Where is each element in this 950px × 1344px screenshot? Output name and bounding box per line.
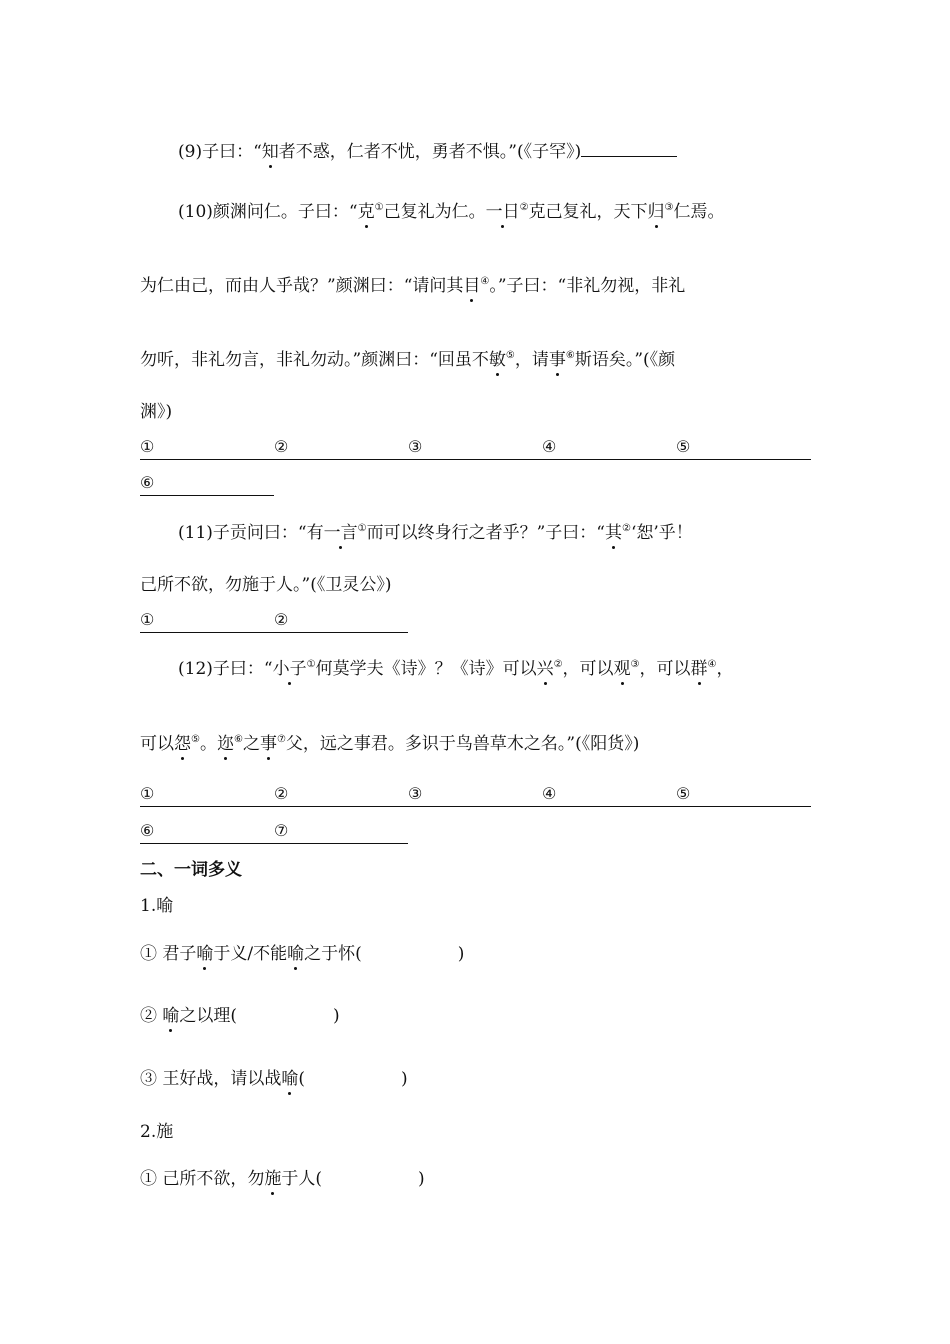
dotted-char: 一言 xyxy=(323,523,358,543)
blank-label: ① xyxy=(140,437,155,456)
dotted-char: 目 xyxy=(463,276,481,296)
blank-label: ① xyxy=(140,610,155,629)
blank-label: ④ xyxy=(542,784,557,803)
dotted-char: 怨 xyxy=(174,734,191,754)
dotted-char: 迩 xyxy=(216,734,234,754)
blank-label: ④ xyxy=(542,437,557,456)
dotted-char: 归 xyxy=(647,202,665,222)
answer-row[interactable] xyxy=(140,610,408,633)
blank-label: ③ xyxy=(408,437,423,456)
item-9: (9)子曰：“知者不惑，仁者不忧，勇者不惧。”(《子罕》) xyxy=(178,137,677,164)
item-10-line-3: 勿听，非礼勿言，非礼勿动。”颜渊曰：“回虽不敏⑤，请事⑥斯语矣。”(《颜 xyxy=(140,350,676,370)
answer-row[interactable] xyxy=(140,821,408,844)
blank-label: ② xyxy=(274,437,289,456)
blank-label: ⑥ xyxy=(140,473,155,492)
answer-blank[interactable] xyxy=(581,137,677,157)
dotted-char: 事 xyxy=(548,350,566,370)
blank-label: ② xyxy=(274,784,289,803)
item-10-line-2: 为仁由己，而由人乎哉？”颜渊曰：“请问其目④。”子曰：“非礼勿视，非礼 xyxy=(140,276,686,296)
item-10-line-4: 渊》) xyxy=(140,402,173,422)
dotted-char: 喻 xyxy=(287,944,305,964)
answer-row[interactable] xyxy=(140,473,274,496)
dotted-char: 其 xyxy=(604,523,622,543)
dotted-char: 施 xyxy=(264,1169,282,1189)
item-11-line-2: 己所不欲，勿施于人。”(《卫灵公》) xyxy=(140,575,392,595)
blank-label: ② xyxy=(274,610,289,629)
item-11-line-1: (11)子贡问曰：“有一言①而可以终身行之者乎？”子曰：“其②‘恕’乎！ xyxy=(178,523,693,543)
section-heading: 二、一词多义 xyxy=(140,860,242,880)
word-title: 2.施 xyxy=(140,1122,174,1142)
word-title: 1.喻 xyxy=(140,896,174,916)
dotted-char: 喻 xyxy=(196,944,214,964)
blank-label: ⑥ xyxy=(140,821,155,840)
item-number: (12) xyxy=(178,659,213,679)
word-example: ② 喻之以理( ) xyxy=(140,1006,340,1026)
answer-row[interactable] xyxy=(140,437,811,460)
word-example: ③ 王好战，请以战喻( ) xyxy=(140,1069,408,1089)
blank-label: ⑤ xyxy=(676,437,691,456)
dotted-char: 一日 xyxy=(485,202,520,222)
item-12-line-1: (12)子曰：“小子①何莫学夫《诗》？《诗》可以兴②，可以观③，可以群④， xyxy=(178,659,734,679)
item-number: (10) xyxy=(178,202,213,222)
dotted-char: 小子 xyxy=(272,659,307,679)
item-number: (11) xyxy=(178,523,213,543)
blank-label: ⑦ xyxy=(274,821,289,840)
dotted-char: 群 xyxy=(690,659,708,679)
dotted-char: 喻 xyxy=(281,1069,299,1089)
item-12-line-2: 可以怨⑤。迩⑥之事⑦父，远之事君。多识于鸟兽草木之名。”(《阳货》) xyxy=(140,734,640,754)
blank-label: ① xyxy=(140,784,155,803)
item-number: (9) xyxy=(178,142,203,162)
answer-row[interactable] xyxy=(140,784,811,807)
blank-label: ⑤ xyxy=(676,784,691,803)
word-example: ① 君子喻于义/不能喻之于怀( ) xyxy=(140,944,465,964)
item-10-line-1: (10)颜渊问仁。子曰：“克①己复礼为仁。一日②克己复礼，天下归③仁焉。 xyxy=(178,202,725,222)
dotted-char: 克 xyxy=(357,202,375,222)
dotted-char: 喻 xyxy=(162,1006,180,1026)
dotted-char: 知 xyxy=(261,142,279,162)
dotted-char: 敏 xyxy=(488,350,506,370)
dotted-char: 观 xyxy=(613,659,631,679)
dotted-char: 兴 xyxy=(536,659,554,679)
dotted-char: 事 xyxy=(259,734,277,754)
word-example: ① 己所不欲，勿施于人( ) xyxy=(140,1169,425,1189)
blank-label: ③ xyxy=(408,784,423,803)
